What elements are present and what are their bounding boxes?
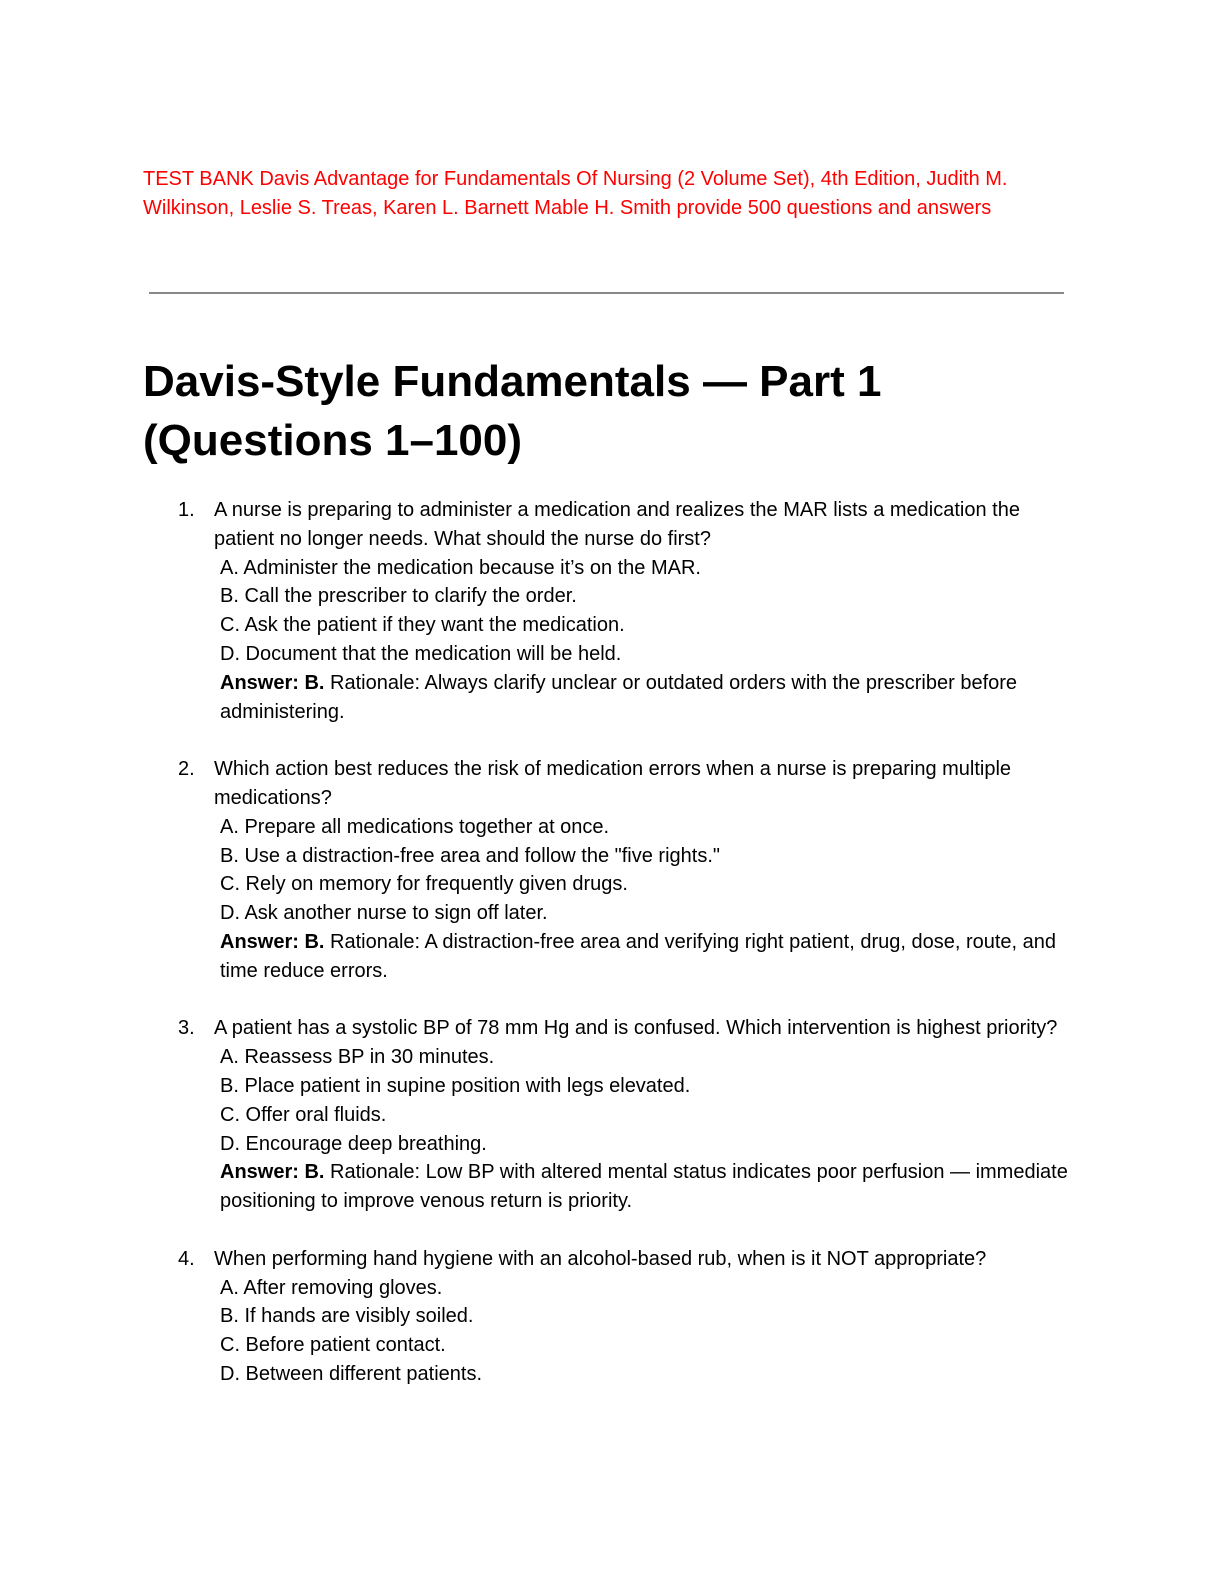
question-number: 2. [178,758,195,781]
option-b: B. Call the prescriber to clarify the order. [220,585,577,608]
question-item [143,755,1073,985]
answer-label: Answer: B. [220,671,325,694]
rationale: Rationale: A distraction-free area and verifying right patient, drug, dose, route, and time reduce errors. [220,930,1057,982]
option-c: C. Offer oral fluids. [220,1103,387,1126]
option-a: A. Reassess BP in 30 minutes. [220,1046,495,1069]
question-list [143,496,1073,1418]
question-item [143,1014,1073,1216]
option-c: C. Rely on memory for frequently given drugs. [220,873,628,896]
answer-label: Answer: B. [220,930,325,953]
rationale: Rationale: Low BP with altered mental status indicates poor perfusion — immediate positioning to improve venous return is priority. [220,1161,1068,1213]
option-c: C. Ask the patient if they want the medication. [220,614,625,637]
question-item [143,1245,1073,1389]
test-bank-header-note: TEST BANK Davis Advantage for Fundamentals Of Nursing (2 Volume Set), 4th Edition, Judith M. Wilkinson, Leslie S. Treas, Karen L. Barnett Mable H. Smith provide 500 questions and answers [143,168,1008,219]
answer-block [214,669,1073,727]
question-stem: A nurse is preparing to administer a medication and realizes the MAR lists a medication the patient no longer needs. What should the nurse do first? [214,499,1020,550]
answer-block [214,928,1073,986]
option-b: B. Use a distraction-free area and follow the "five rights." [220,844,720,867]
rationale: Rationale: Always clarify unclear or outdated orders with the prescriber before administering. [220,671,1018,723]
question-number: 3. [178,1017,195,1040]
question-item [143,496,1073,726]
question-number: 1. [178,499,195,521]
answer-block [214,1158,1073,1216]
option-a: A. Prepare all medications together at once. [220,815,610,838]
option-a: A. After removing gloves. [220,1276,443,1299]
option-b: B. Place patient in supine position with legs elevated. [220,1074,691,1097]
question-stem: A patient has a systolic BP of 78 mm Hg and is confused. Which intervention is highest priority? [214,1017,1058,1040]
option-a: A. Administer the medication because it’s on the MAR. [220,556,701,579]
page-title: Davis-Style Fundamentals — Part 1 (Questions 1–100) [143,357,882,465]
horizontal-rule [149,292,1064,294]
question-stem: When performing hand hygiene with an alcohol-based rub, when is it NOT appropriate? [214,1247,987,1270]
question-number: 4. [178,1247,195,1270]
option-d: D. Document that the medication will be held. [220,642,622,665]
option-c: C. Before patient contact. [220,1334,446,1357]
option-d: D. Encourage deep breathing. [220,1132,487,1155]
question-stem: Which action best reduces the risk of medication errors when a nurse is preparing multiple medications? [214,758,1012,809]
option-d: D. Ask another nurse to sign off later. [220,902,548,925]
option-d: D. Between different patients. [220,1362,483,1385]
option-b: B. If hands are visibly soiled. [220,1305,474,1328]
answer-label: Answer: B. [220,1161,325,1184]
